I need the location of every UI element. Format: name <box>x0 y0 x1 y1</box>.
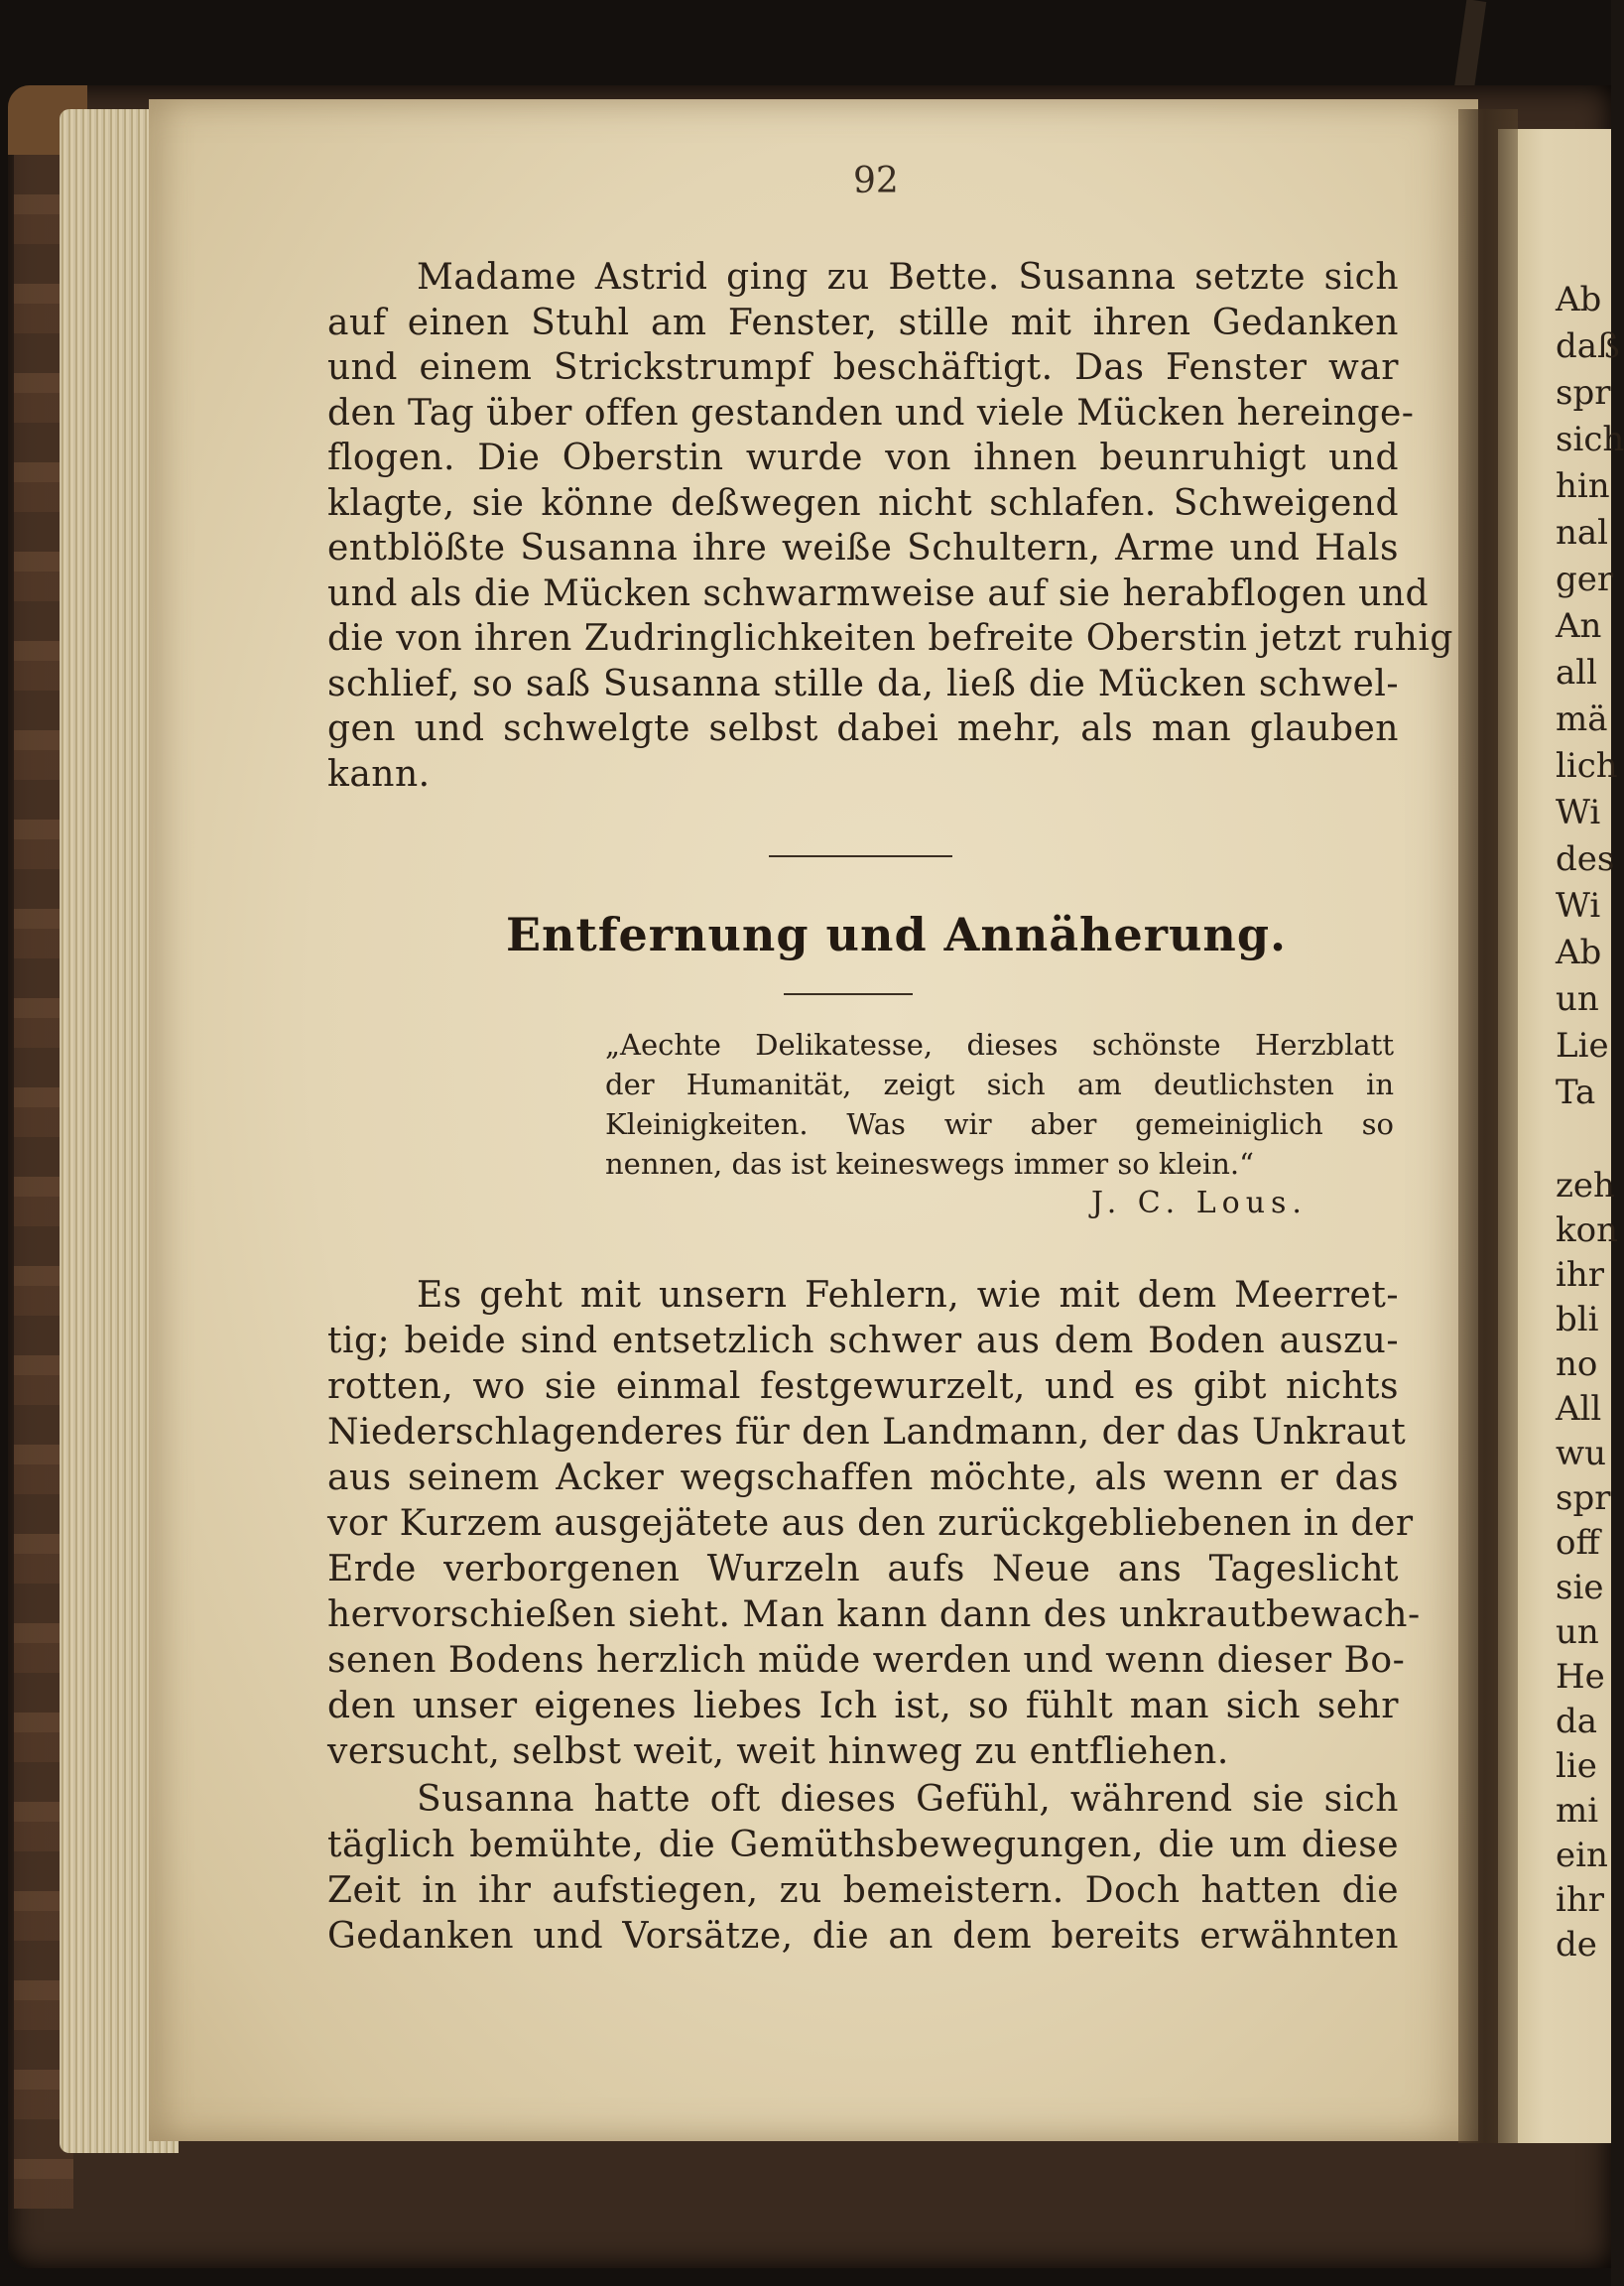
text-line: Erde verborgenen Wurzeln aufs Neue ans Tageslicht <box>327 1549 1399 1589</box>
right-page-fragment: mi <box>1556 1791 1599 1831</box>
text-line: Madame Astrid ging zu Bette. Susanna setzte sich <box>417 257 1399 298</box>
text-line: Susanna hatte oft dieses Gefühl, während sie sich <box>417 1779 1399 1820</box>
text-line: Es geht mit unsern Fehlern, wie mit dem Meerret- <box>417 1275 1399 1316</box>
right-page-fragment: An <box>1556 606 1602 646</box>
right-page-fragment: Ta <box>1556 1073 1596 1112</box>
right-page-fragment: un <box>1556 1612 1599 1652</box>
right-page-fragment: Wi <box>1556 793 1601 832</box>
text-line: senen Bodens herzlich müde werden und wenn dieser Bo- <box>327 1640 1406 1681</box>
book-gutter <box>1458 109 1518 2143</box>
right-page-fragment: hin <box>1556 466 1610 506</box>
right-page-fragment: He <box>1556 1657 1605 1697</box>
right-page-fragment: sie <box>1556 1568 1604 1607</box>
text-line: Gedanken und Vorsätze, die an dem bereits erwähnten <box>327 1916 1399 1957</box>
right-page-fragment: wu <box>1556 1434 1606 1473</box>
right-page-fragment: de <box>1556 1925 1597 1965</box>
right-page-fragment: Ab <box>1556 933 1602 972</box>
text-line: den Tag über offen gestanden und viele Mücken hereinge- <box>327 392 1415 434</box>
text-line: aus seinem Acker wegschaffen möchte, als wenn er das <box>327 1458 1399 1498</box>
right-page-fragment: Lie <box>1556 1026 1609 1066</box>
right-page-fragment: bli <box>1556 1300 1599 1339</box>
text-line: rotten, wo sie einmal festgewurzelt, und es gibt nichts <box>327 1366 1399 1407</box>
text-line: Niederschlagenderes für den Landmann, der das Unkraut <box>327 1412 1407 1453</box>
text-line: klagte, sie könne deßwegen nicht schlafen. Schweigend <box>327 482 1399 524</box>
right-page-fragment: ihr <box>1556 1255 1605 1295</box>
right-page-fragment: un <box>1556 979 1599 1019</box>
text-line: Zeit in ihr aufstiegen, zu bemeistern. Doch hatten die <box>327 1870 1399 1911</box>
right-page-fragment: zeh <box>1556 1166 1615 1206</box>
text-line: hervorschießen sieht. Man kann dann des unkrautbewach- <box>327 1594 1421 1635</box>
text-line: versucht, selbst weit, weit hinweg zu entfliehen. <box>327 1731 1229 1772</box>
right-page-fragment: lie <box>1556 1746 1597 1786</box>
chapter-heading: Entfernung und Annäherung. <box>506 908 1288 961</box>
right-page-fragment: daß <box>1556 326 1620 366</box>
text-line: kann. <box>327 753 431 795</box>
text-line: gen und schwelgte selbst dabei mehr, als man glauben <box>327 708 1399 749</box>
text-line: Kleinigkeiten. Was wir aber gemeiniglich so <box>605 1107 1394 1141</box>
text-line: flogen. Die Oberstin wurde von ihnen beunruhigt und <box>327 438 1399 478</box>
right-page-fragment: des <box>1556 839 1615 879</box>
text-line: auf einen Stuhl am Fenster, stille mit ihren Gedanken <box>327 302 1399 343</box>
text-line: tig; beide sind entsetzlich schwer aus dem Boden auszu- <box>327 1321 1399 1361</box>
text-line: nennen, das ist keineswegs immer so klein.“ <box>605 1147 1254 1181</box>
text-line: „Aechte Delikatesse, dieses schönste Herzblatt <box>605 1028 1394 1062</box>
text-line: und einem Strickstrumpf beschäftigt. Das Fenster war <box>327 347 1399 388</box>
text-line: entblößte Susanna ihre weiße Schultern, Arme und Hals <box>327 528 1399 569</box>
right-page-fragment: ihr <box>1556 1880 1605 1920</box>
heading-underline <box>784 993 913 995</box>
right-page-fragment: mä <box>1556 699 1608 739</box>
section-divider <box>769 855 952 857</box>
right-page-fragment: ein <box>1556 1836 1608 1875</box>
right-page-fragment: Ab <box>1556 280 1602 319</box>
right-page-fragment: ger <box>1556 560 1614 599</box>
right-page-fragment: spr <box>1556 373 1611 413</box>
page-number: 92 <box>853 161 899 201</box>
right-page-fragment: nal <box>1556 513 1609 553</box>
right-page-fragment: no <box>1556 1344 1598 1384</box>
right-page-fragment: lich <box>1556 746 1618 786</box>
right-page-fragment: Wi <box>1556 886 1601 926</box>
text-line: der Humanität, zeigt sich am deutlichsten in <box>605 1068 1394 1101</box>
right-page-fragment: kon <box>1556 1210 1618 1250</box>
epigraph-author: J. C. Lous. <box>1091 1186 1308 1220</box>
right-page-fragment: all <box>1556 653 1598 693</box>
text-line: vor Kurzem ausgejätete aus den zurückgebliebenen in der <box>327 1503 1414 1544</box>
right-page-fragment: sich <box>1556 420 1624 459</box>
text-line: die von ihren Zudringlichkeiten befreite Oberstin jetzt ruhig <box>327 618 1453 659</box>
right-page-fragment: All <box>1556 1389 1602 1429</box>
right-page-fragment: off <box>1556 1523 1600 1563</box>
text-line: den unser eigenes liebes Ich ist, so fühlt man sich sehr <box>327 1686 1399 1726</box>
right-page-fragment: spr <box>1556 1478 1611 1518</box>
right-page-fragment: da <box>1556 1702 1598 1741</box>
text-line: schlief, so saß Susanna stille da, ließ die Mücken schwel- <box>327 663 1399 704</box>
text-line: täglich bemühte, die Gemüthsbewegungen, die um diese <box>327 1825 1399 1865</box>
text-line: und als die Mücken schwarmweise auf sie herabflogen und <box>327 572 1430 614</box>
